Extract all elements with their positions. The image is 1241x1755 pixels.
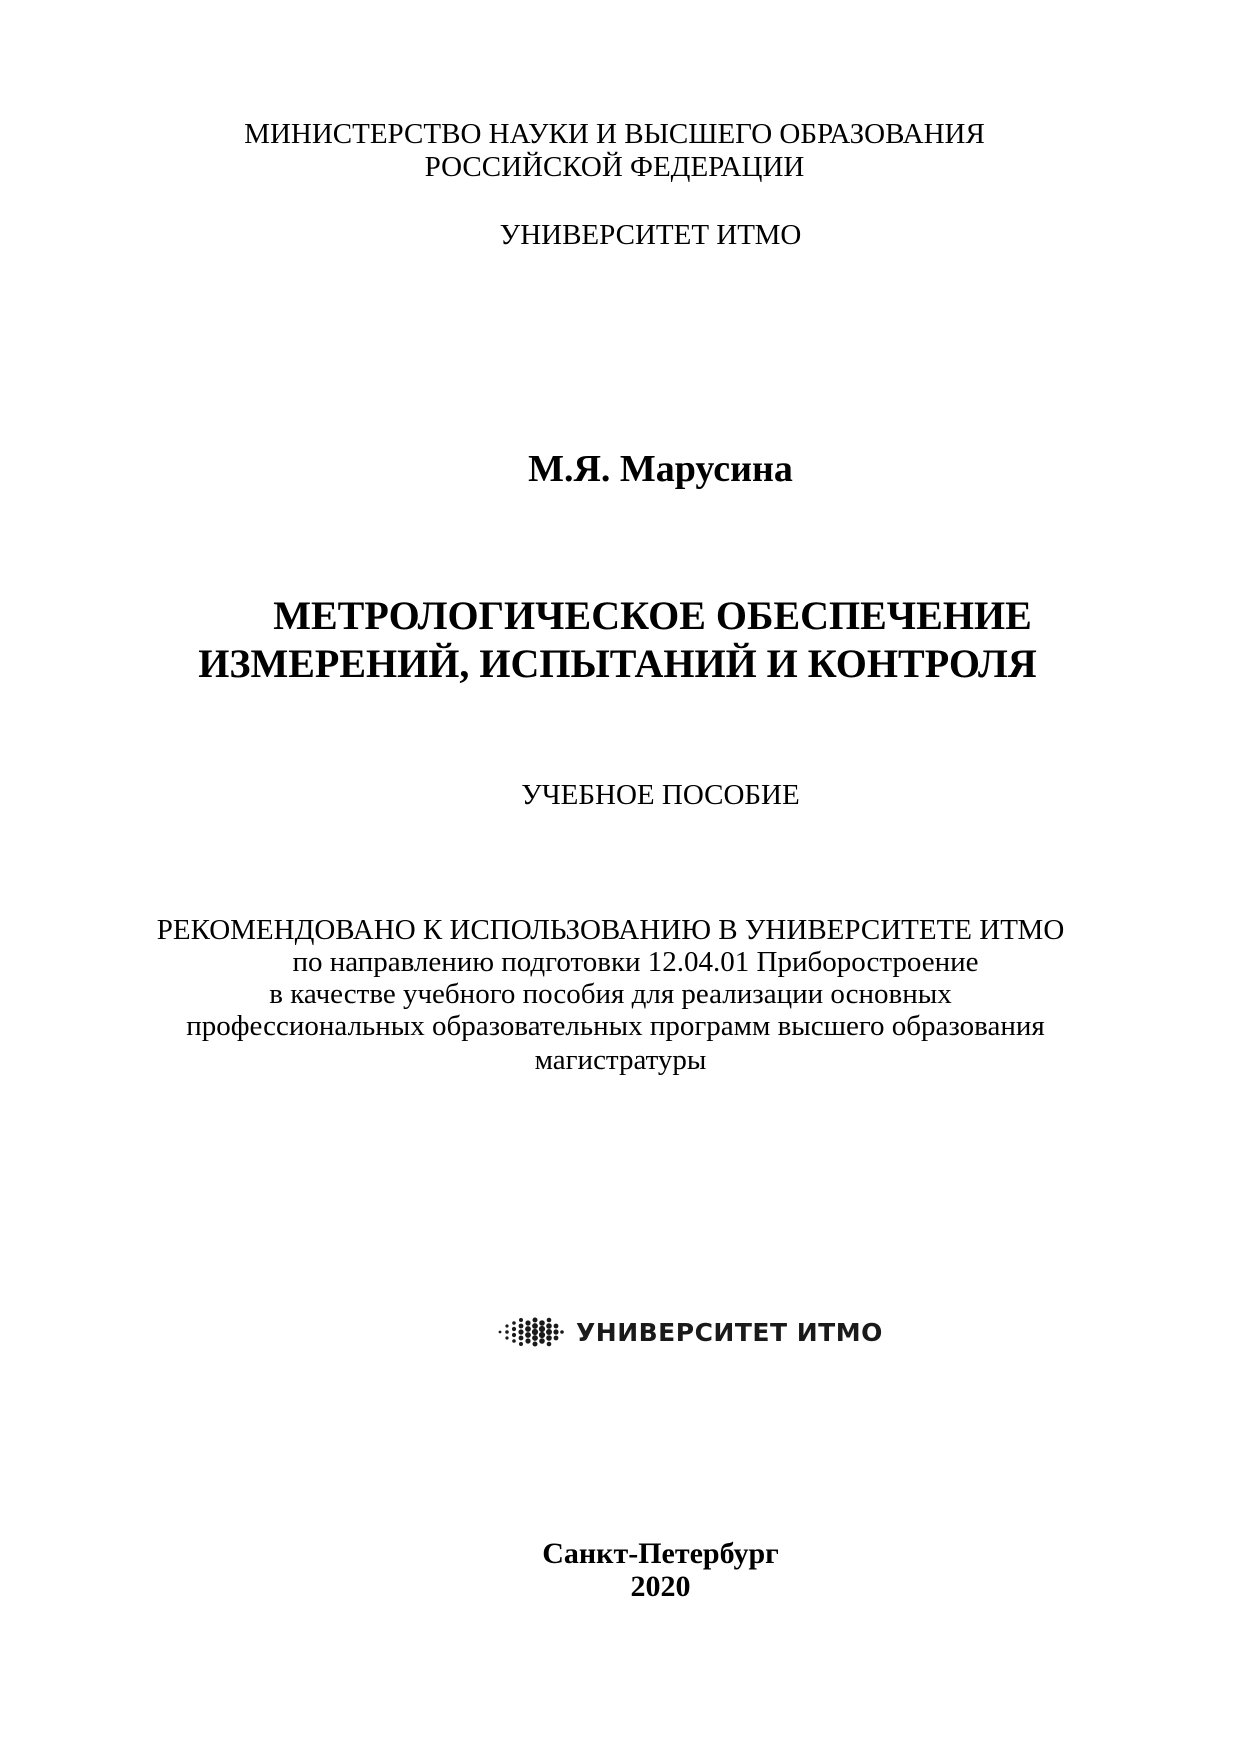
university-name: УНИВЕРСИТЕТ ИТМО	[499, 219, 802, 251]
itmo-dots-logo-icon	[496, 1314, 566, 1350]
ministry-line-2: РОССИЙСКОЙ ФЕДЕРАЦИИ	[424, 151, 805, 183]
recommendation-line-3: в качестве учебного пособия для реализации основных	[269, 978, 952, 1010]
ministry-line-1: МИНИСТЕРСТВО НАУКИ И ВЫСШЕГО ОБРАЗОВАНИЯ	[244, 118, 985, 150]
recommendation-line-5: магистратуры	[534, 1044, 707, 1076]
recommendation-line-2: по направлению подготовки 12.04.01 Приборостроение	[292, 946, 979, 978]
itmo-logo	[496, 1312, 883, 1352]
logo-text: УНИВЕРСИТЕТ ИТМО	[576, 1317, 883, 1347]
year: 2020	[630, 1570, 691, 1603]
recommendation-line-1: РЕКОМЕНДОВАНО К ИСПОЛЬЗОВАНИЮ В УНИВЕРСИТЕТЕ ИТМО	[156, 914, 1065, 946]
recommendation-line-4: профессиональных образовательных программ высшего образования	[186, 1010, 1045, 1042]
title-line-2: ИЗМЕРЕНИЙ, ИСПЫТАНИЙ И КОНТРОЛЯ	[198, 641, 1037, 686]
document-type: УЧЕБНОЕ ПОСОБИЕ	[521, 779, 800, 811]
title-line-1: МЕТРОЛОГИЧЕСКОЕ ОБЕСПЕЧЕНИЕ	[273, 593, 1032, 638]
city: Санкт-Петербург	[542, 1537, 779, 1570]
author-name: М.Я. Марусина	[528, 448, 793, 490]
